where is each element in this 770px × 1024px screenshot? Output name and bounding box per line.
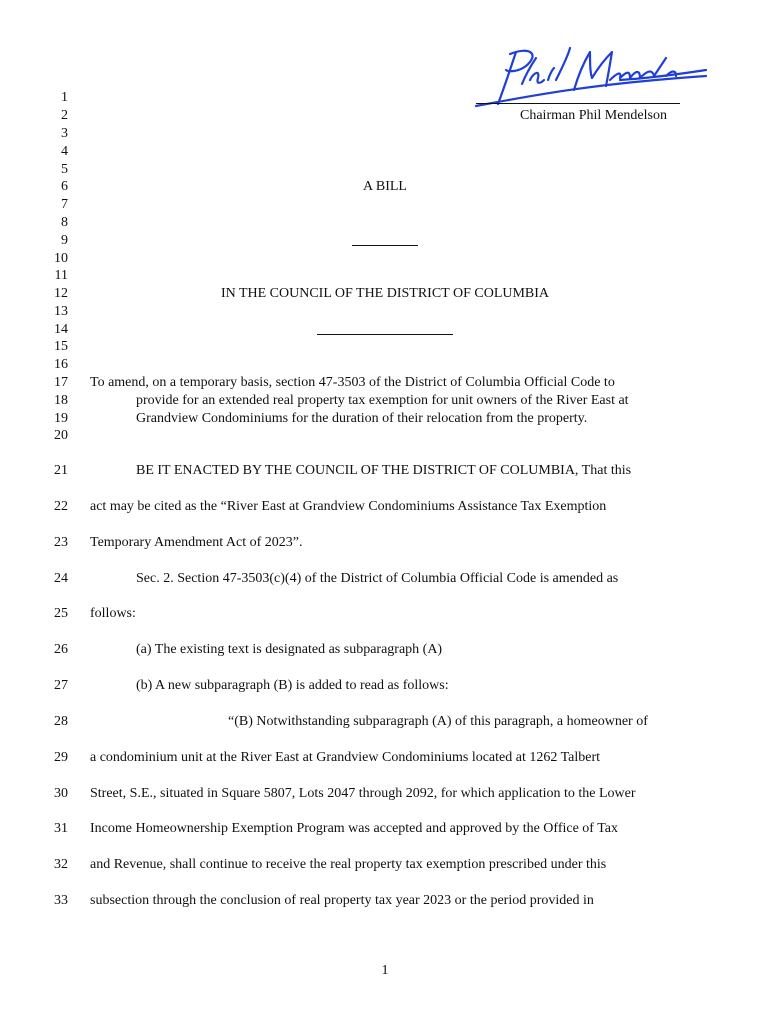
quoted-subparagraph: “(B) Notwithstanding subparagraph (A) of this paragraph, a homeowner of xyxy=(228,714,648,729)
line-number: 22 xyxy=(54,499,68,514)
council-line: IN THE COUNCIL OF THE DISTRICT OF COLUMBIA xyxy=(220,286,550,301)
signature-image xyxy=(470,40,710,112)
body-line: Income Homeownership Exemption Program was accepted and approved by the Office of Tax xyxy=(90,821,619,836)
line-number: 5 xyxy=(61,162,68,177)
line-number: 33 xyxy=(54,893,68,908)
line-number: 2 xyxy=(61,108,68,123)
line-number: 7 xyxy=(61,197,68,212)
line-number: 18 xyxy=(54,393,68,408)
body-line: subsection through the conclusion of real property tax year 2023 or the period provided in xyxy=(90,893,594,908)
line-number: 28 xyxy=(54,714,68,729)
line-number: 20 xyxy=(54,428,68,443)
line-number: 17 xyxy=(54,375,68,390)
long-title-line: Grandview Condominiums for the duration of their relocation from the property. xyxy=(136,411,588,426)
line-number: 31 xyxy=(54,821,68,836)
line-number: 14 xyxy=(54,322,68,337)
line-number: 6 xyxy=(61,179,68,194)
line-number: 11 xyxy=(54,268,68,283)
line-number: 3 xyxy=(61,126,68,141)
enacting-clause: BE IT ENACTED BY THE COUNCIL OF THE DISTRICT OF COLUMBIA, That this xyxy=(136,463,632,478)
body-line: and Revenue, shall continue to receive the real property tax exemption prescribed under this xyxy=(90,857,607,872)
line-number: 25 xyxy=(54,606,68,621)
line-number: 26 xyxy=(54,642,68,657)
bill-heading: A BILL xyxy=(363,179,407,194)
line-number: 19 xyxy=(54,411,68,426)
line-number: 29 xyxy=(54,750,68,765)
long-title-line: provide for an extended real property tax exemption for unit owners of the River East at xyxy=(136,393,629,408)
line-number: 4 xyxy=(61,144,68,159)
line-number: 16 xyxy=(54,357,68,372)
subsection-b: (b) A new subparagraph (B) is added to read as follows: xyxy=(136,678,449,693)
line-number: 9 xyxy=(61,233,68,248)
body-line: act may be cited as the “River East at Grandview Condominiums Assistance Tax Exemption xyxy=(90,499,607,514)
bill-number-blank xyxy=(352,245,418,246)
section-heading: Sec. 2. Section 47-3503(c)(4) of the District of Columbia Official Code is amended as xyxy=(136,571,619,586)
body-line: a condominium unit at the River East at Grandview Condominiums located at 1262 Talbert xyxy=(90,750,601,765)
line-number: 12 xyxy=(54,286,68,301)
line-number: 15 xyxy=(54,339,68,354)
long-title-line: To amend, on a temporary basis, section 47-3503 of the District of Columbia Official Code to xyxy=(90,375,615,390)
line-number: 13 xyxy=(54,304,68,319)
line-number: 1 xyxy=(61,90,68,105)
body-line: follows: xyxy=(90,606,136,621)
body-line: Temporary Amendment Act of 2023”. xyxy=(90,535,303,550)
line-number: 27 xyxy=(54,678,68,693)
line-number: 21 xyxy=(54,463,68,478)
page-number: 1 xyxy=(381,963,389,978)
date-blank xyxy=(317,334,453,335)
line-number: 30 xyxy=(54,786,68,801)
signature-line xyxy=(476,103,680,104)
line-number: 10 xyxy=(54,251,68,266)
signer-title: Chairman Phil Mendelson xyxy=(520,108,667,123)
line-number: 23 xyxy=(54,535,68,550)
line-number: 24 xyxy=(54,571,68,586)
line-number: 8 xyxy=(61,215,68,230)
body-line: Street, S.E., situated in Square 5807, Lots 2047 through 2092, for which application to the Lower xyxy=(90,786,636,801)
subsection-a: (a) The existing text is designated as subparagraph (A) xyxy=(136,642,443,657)
line-number: 32 xyxy=(54,857,68,872)
